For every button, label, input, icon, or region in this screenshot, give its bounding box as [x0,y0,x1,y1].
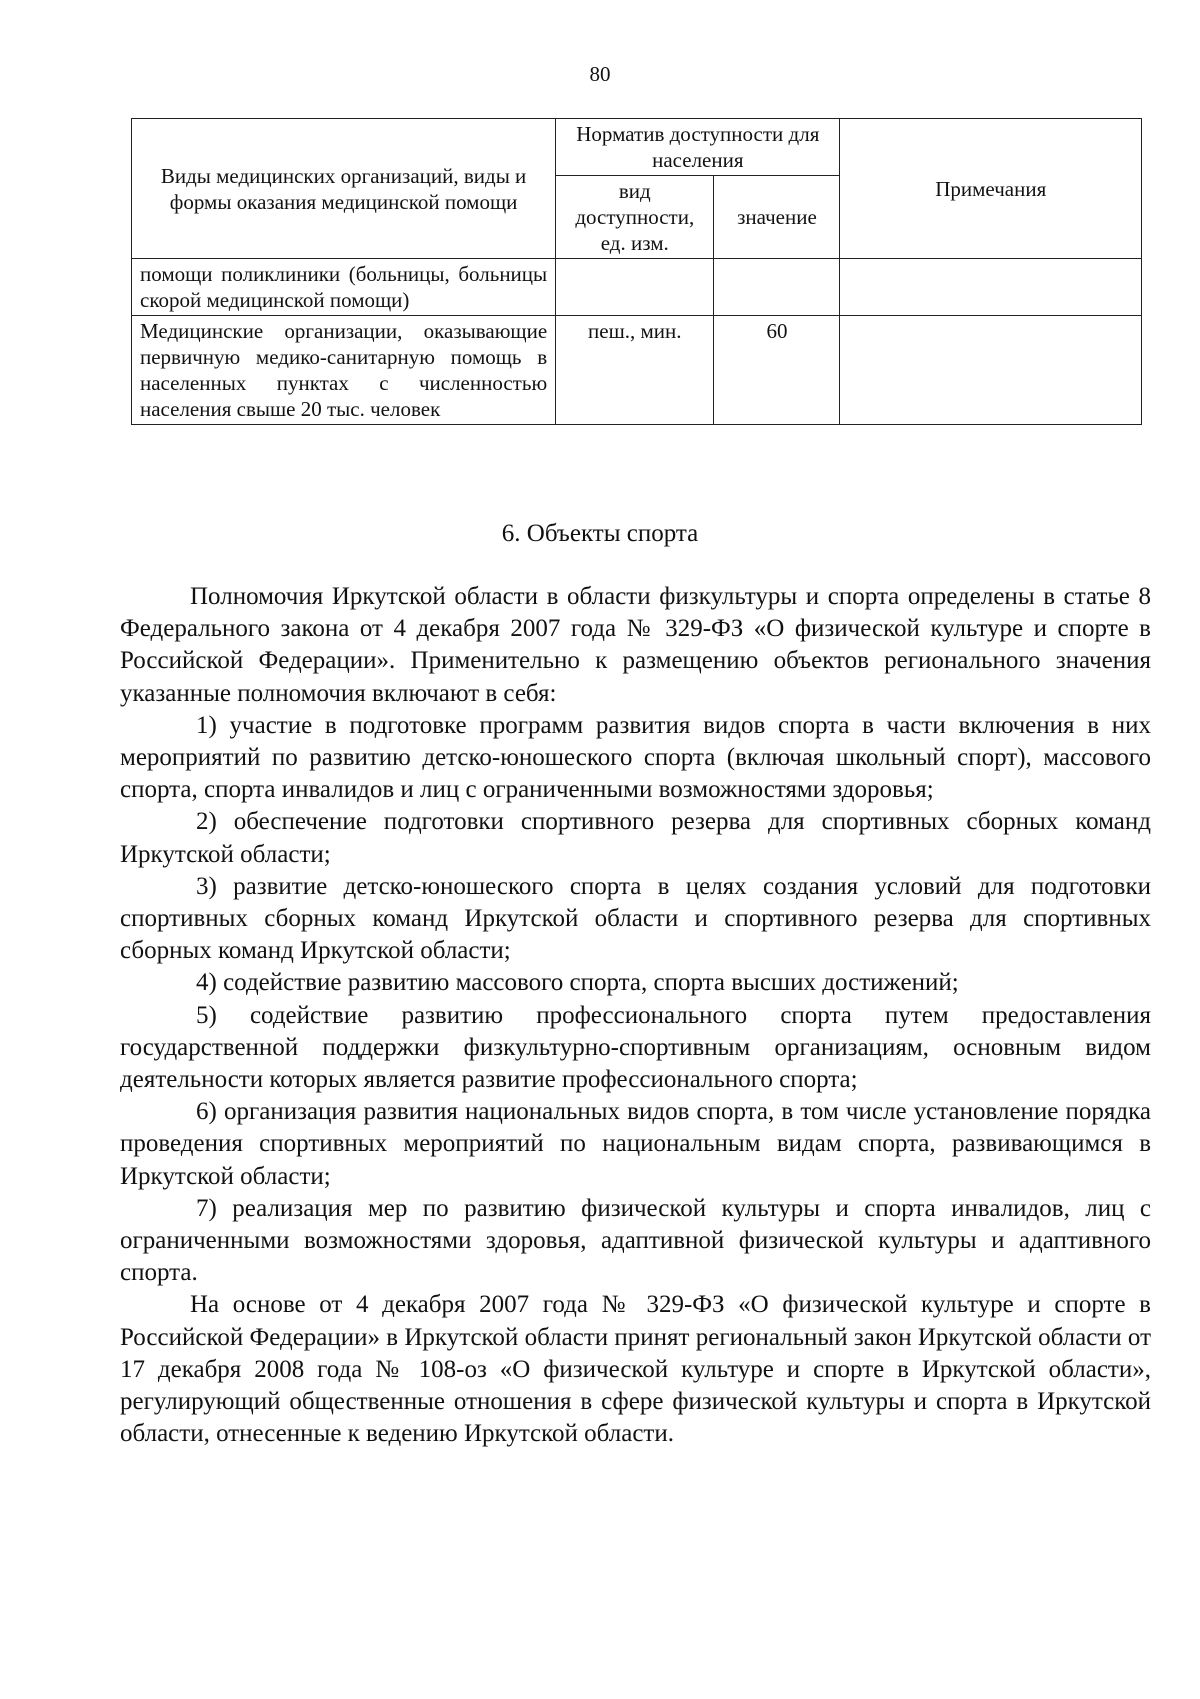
header-notes: Примечания [840,119,1142,259]
cell-note [840,259,1142,316]
header-value: значение [714,176,840,259]
table-row [132,316,1142,425]
list-item: 4) содействие развитию массового спорта, спорта высших достижений; [196,969,959,997]
section-title: 6. Объекты спорта [501,520,699,547]
list-item: 6) организация развития национальных видов спорта, в том числе установление порядка проведения спортивных мероприятий по национальным видам спорта, развивающимся в Иркутской области; [120,1098,1151,1190]
closing-paragraph: На основе от 4 декабря 2007 года № 329-ФЗ «О физической культуре и спорте в Российской Федерации» в Иркутской области принят региональный закон Иркутской области от 17 декабря 2008 года № 108-оз «О физической культуре и спорте в Иркутской области», регулирующий общественные отношения в сфере физической культуры и спорта в Иркутской области, отнесенные к ведению Иркутской области. [120,1291,1151,1448]
header-availability-norm: Норматив доступности для населения [556,119,840,176]
list-item: 7) реализация мер по развитию физической культуры и спорта инвалидов, лиц с ограниченными возможностями здоровья, адаптивной физической культуры и адаптивного спорта. [120,1194,1151,1287]
cell-organization-type: Медицинские организации, оказывающие первичную медико-санитарную помощь в населенных пунктах с численностью населения свыше 20 тыс. человек [132,316,556,425]
header-availability-kind: вид доступности, ед. изм. [556,176,714,259]
list-item: 1) участие в подготовке программ развития видов спорта в части включения в них мероприятий по развитию детско-юношеского спорта (включая школьный спорт), массового спорта, спорта инвалидов и лиц с ограниченными возможностями здоровья; [120,711,1151,804]
cell-note [840,316,1142,425]
list-item: 3) развитие детско-юношеского спорта в целях создания условий для подготовки спортивных сборных команд Иркутской области и спортивного резерва для спортивных сборных команд Иркутской области; [120,872,1151,965]
body-text [120,581,1151,1450]
cell-availability-kind: пеш., мин. [556,316,714,425]
cell-value: 60 [714,316,840,425]
cell-organization-type: помощи поликлиники (больницы, больницы скорой медицинской помощи) [132,259,556,316]
header-organization-types: Виды медицинских организаций, виды и формы оказания медицинской помощи [132,119,556,259]
page-number: 80 [589,62,611,86]
table-header-row [132,119,1142,176]
list-item: 5) содействие развитию профессионального спорта путем предоставления государственной поддержки физкультурно-спортивным организациям, основным видом деятельности которых является развитие профессионального спорта; [120,1001,1151,1094]
availability-norms-table [131,118,1142,425]
table-row [132,259,1142,316]
intro-paragraph: Полномочия Иркутской области в области физкультуры и спорта определены в статье 8 Федерального закона от 4 декабря 2007 года № 329-ФЗ «О физической культуре и спорте в Российской Федерации». Применительно к размещению объектов регионального значения указанные полномочия включают в себя: [120,583,1151,707]
cell-availability-kind [556,259,714,316]
list-item: 2) обеспечение подготовки спортивного резерва для спортивных сборных команд Иркутской области; [120,808,1151,868]
cell-value [714,259,840,316]
